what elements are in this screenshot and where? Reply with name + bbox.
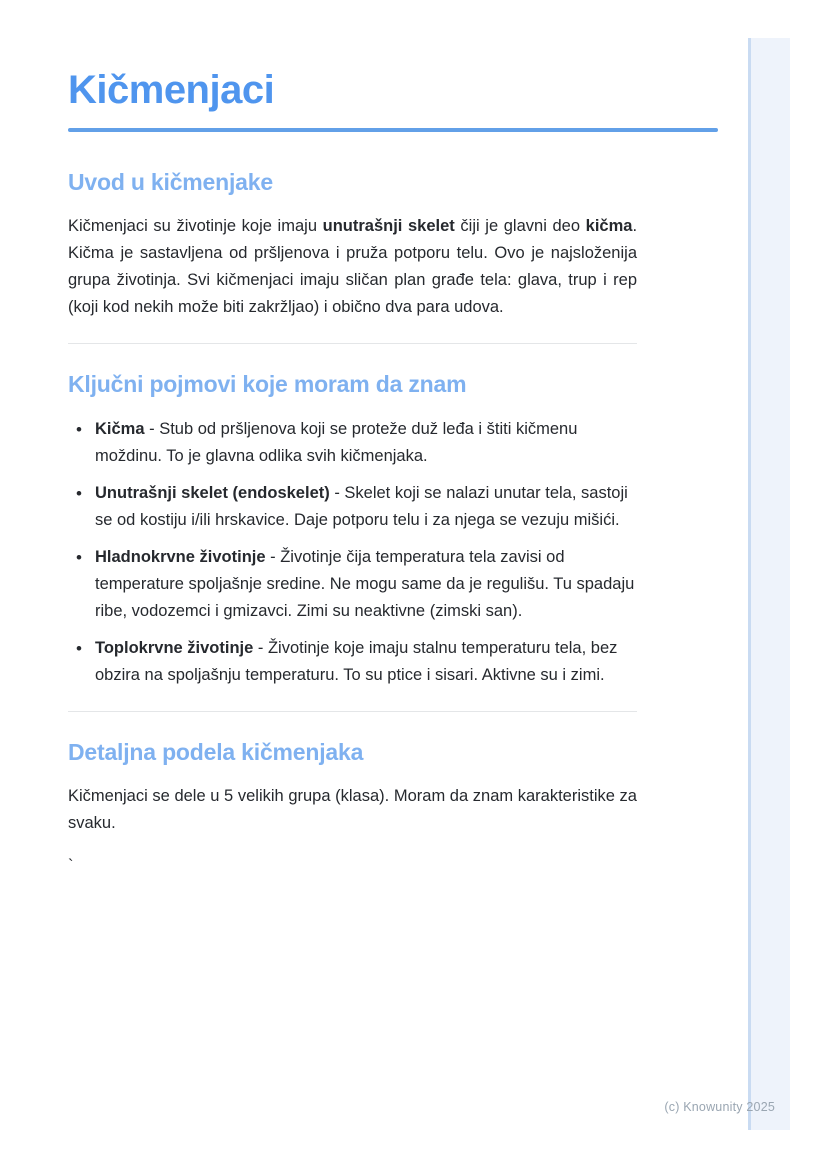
key-terms-list <box>68 416 637 689</box>
list-item-kicma <box>68 416 637 470</box>
intro-bold-kicma: kičma <box>585 217 633 235</box>
term-definition: - Skelet koji se nalazi unutar tela, sastoji se od kostiju i/ili hrskavice. Daje potporu telu i za njega se vezuju mišići. <box>95 484 628 529</box>
term-label: Unutrašnji skelet (endoskelet) <box>95 484 330 502</box>
intro-paragraph <box>68 213 637 321</box>
intro-text-3: . Kičma je sastavljena od pršljenova i pruža potporu telu. Ovo je najsloženija grupa životinja. Svi kičmenjaci imaju sličan plan građe tela: glava, trup i rep (koji kod nekih može biti zakržljao) i obično dva para udova. <box>68 217 638 316</box>
term-label: Hladnokrvne životinje <box>95 548 266 566</box>
podela-paragraph: Kičmenjaci se dele u 5 velikih grupa (klasa). Moram da znam karakteristike za svaku. <box>68 787 637 832</box>
podela-section <box>68 783 637 880</box>
intro-bold-unutrasnji-skelet: unutrašnji skelet <box>322 217 455 235</box>
section-divider <box>68 343 637 344</box>
section-divider <box>68 711 637 712</box>
page-edge-strip <box>748 38 790 1130</box>
term-definition: - Životinje čija temperatura tela zavisi od temperature spoljašnje sredine. Ne mogu same da je regulišu. Tu spadaju ribe, vodozemci i gmizavci. Zimi su neaktivne (zimski san). <box>95 548 635 620</box>
section-heading-kljucni-pojmovi: Ključni pojmovi koje moram da znam <box>68 371 467 397</box>
page-content <box>68 0 718 880</box>
list-item-endoskelet <box>68 480 637 534</box>
section-heading-detaljna-podela: Detaljna podela kičmenjaka <box>68 739 364 765</box>
section-heading-uvod: Uvod u kičmenjake <box>68 169 273 195</box>
term-label: Toplokrvne životinje <box>95 639 254 657</box>
term-label: Kičma <box>95 420 145 438</box>
list-item-hladnokrvne <box>68 544 637 625</box>
intro-section <box>68 213 637 321</box>
term-definition: - Životinje koje imaju stalnu temperaturu tela, bez obzira na spoljašnju temperaturu. To su ptice i sisari. Aktivne su i zimi. <box>95 639 618 684</box>
title-underline <box>68 128 718 132</box>
stray-character: ` <box>68 857 74 875</box>
page-title: Kičmenjaci <box>68 68 275 112</box>
intro-text-2: čiji je glavni deo <box>454 217 586 235</box>
list-item-toplokrvne <box>68 635 637 689</box>
intro-text-1: Kičmenjaci su životinje koje imaju <box>68 217 323 235</box>
term-definition: - Stub od pršljenova koji se proteže duž leđa i štiti kičmenu moždinu. To je glavna odlika svih kičmenjaka. <box>95 420 578 465</box>
watermark: (c) Knowunity 2025 <box>664 1100 775 1114</box>
